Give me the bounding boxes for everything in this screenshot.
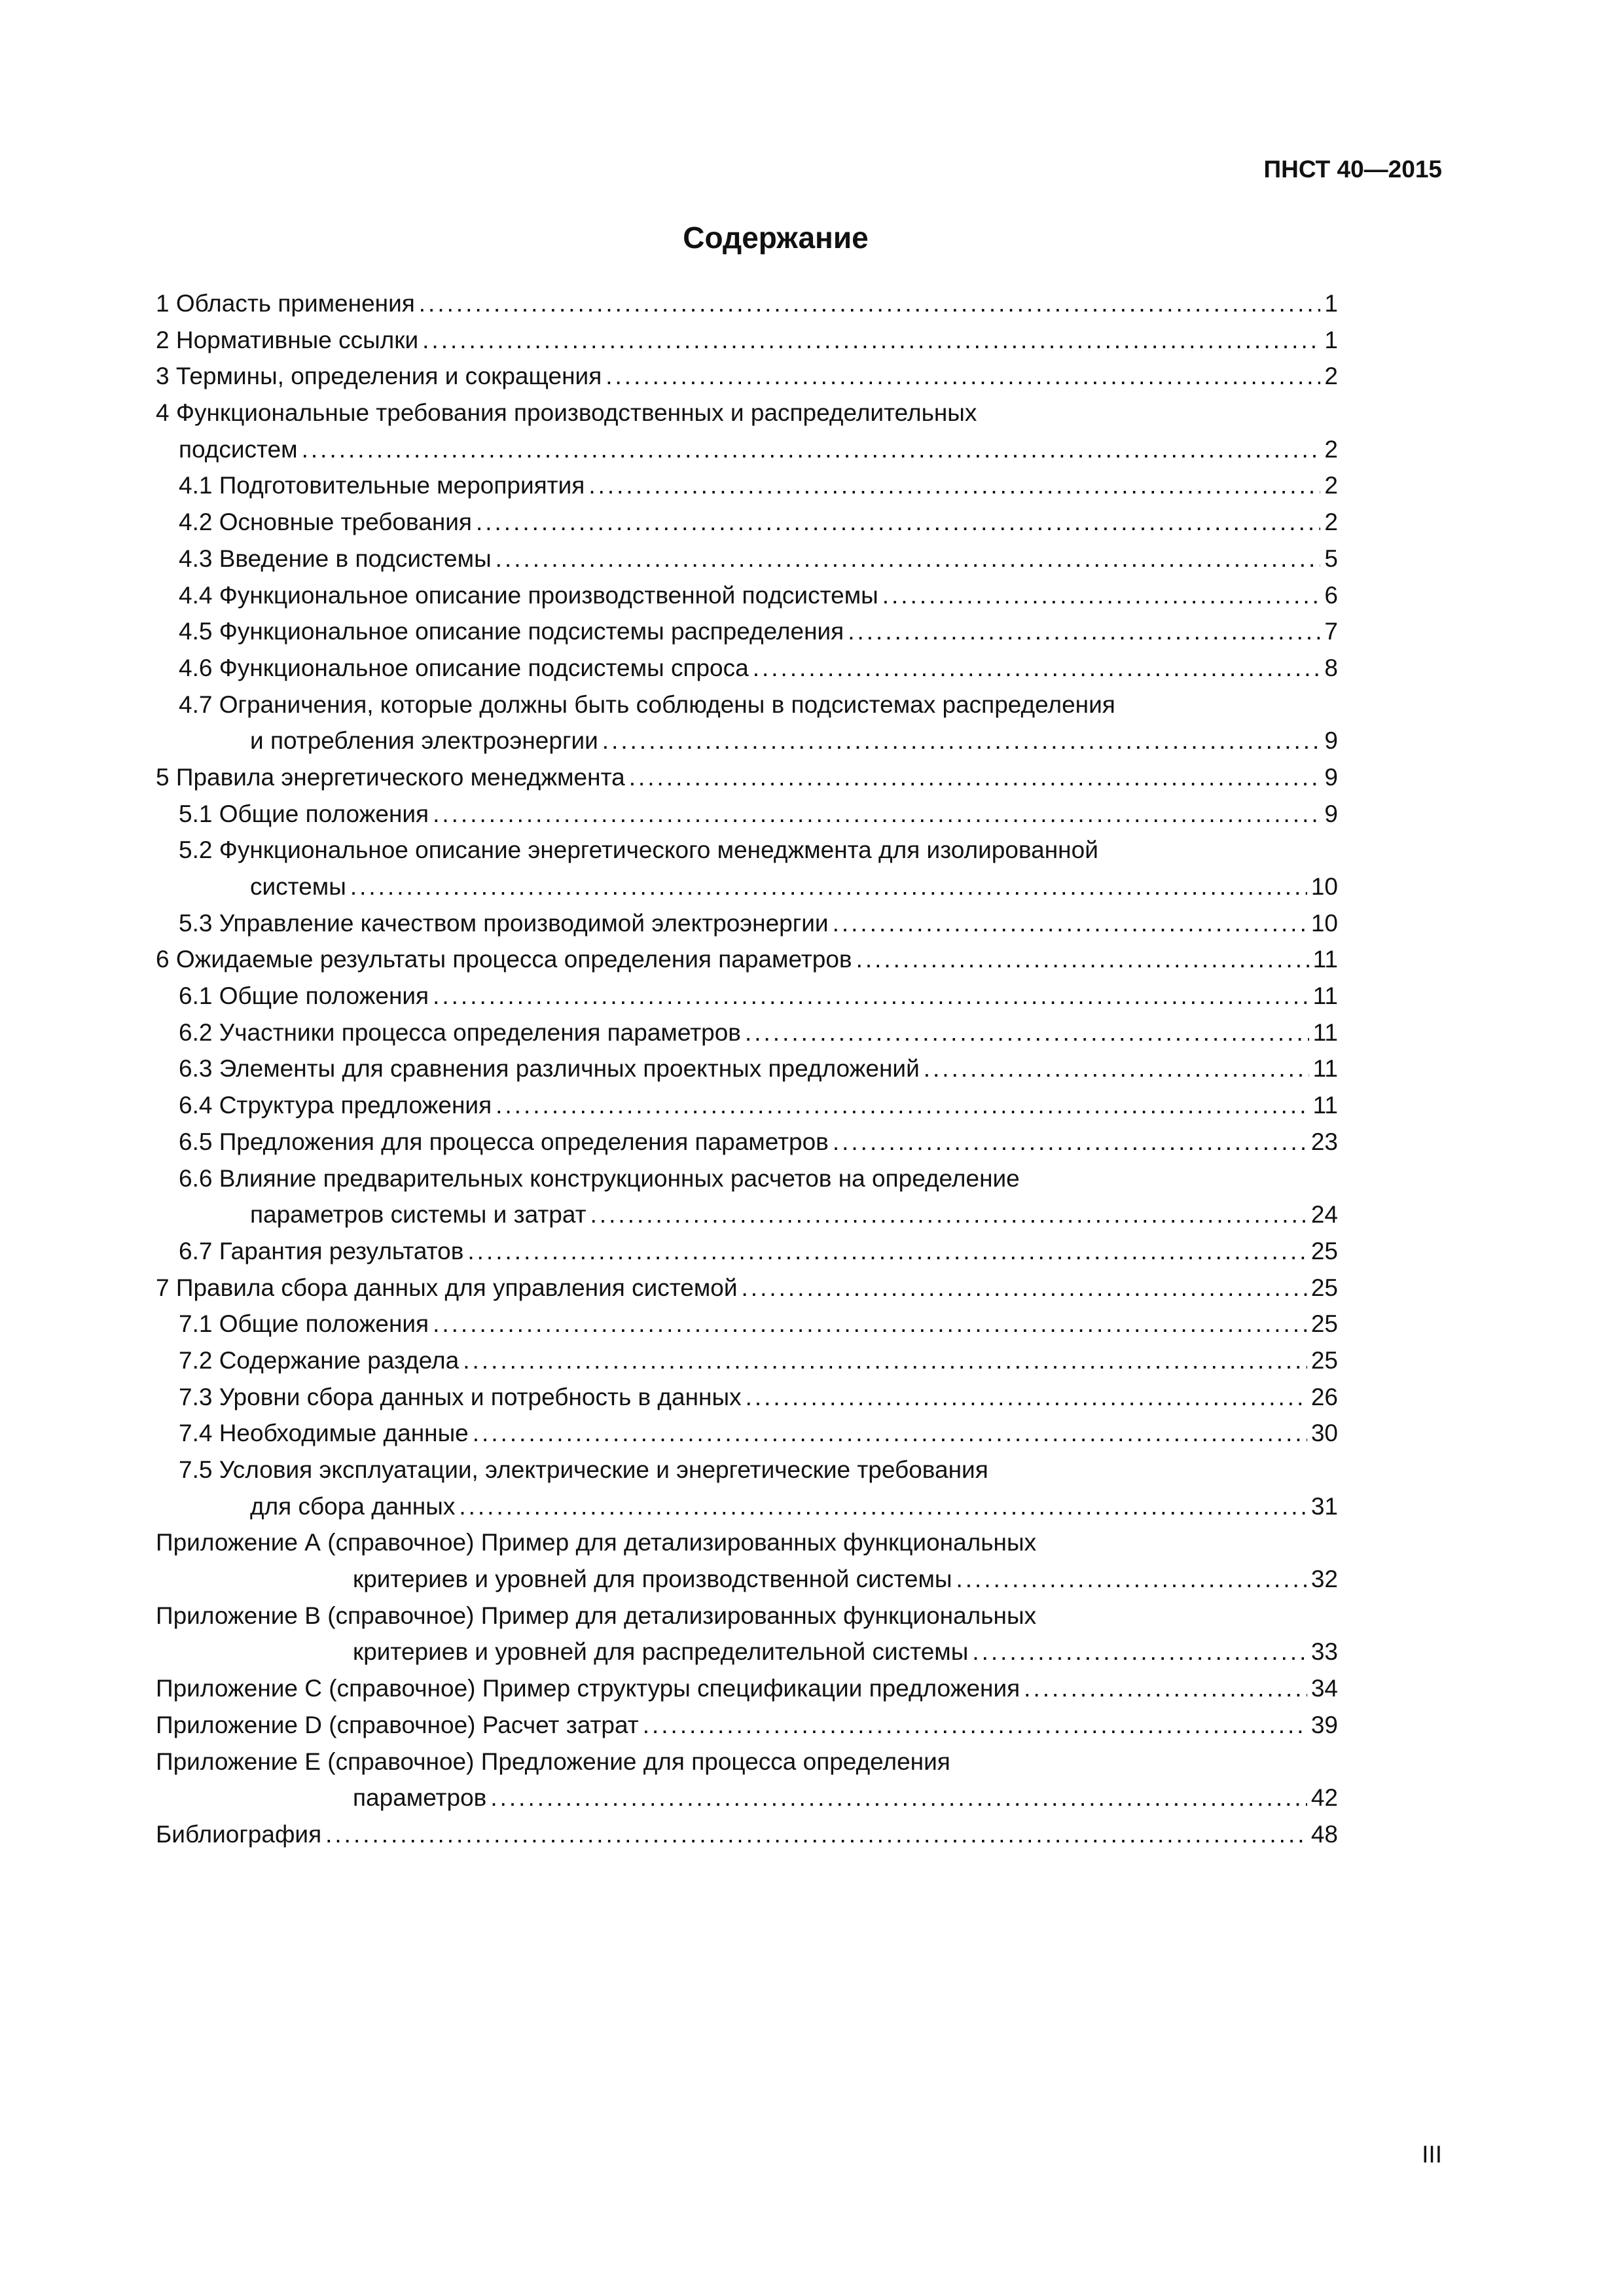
toc-entry[interactable] (156, 1379, 1338, 1416)
toc-entry[interactable] (156, 1707, 1338, 1744)
toc-leader-dots (833, 1124, 1307, 1160)
toc-page-number: 33 (1310, 1638, 1338, 1666)
toc-entry[interactable] (156, 504, 1338, 541)
toc-entry[interactable] (156, 759, 1338, 796)
toc-entry-title: 7.4 Необходимые данные (179, 1420, 469, 1447)
toc-entry-title: критериев и уровней для распределительной системы (353, 1638, 969, 1666)
toc-leader-dots (848, 613, 1320, 650)
toc-entry-title: параметров системы и затрат (250, 1201, 586, 1229)
toc-page-number: 6 (1324, 581, 1338, 609)
toc-entry[interactable] (156, 1233, 1338, 1270)
toc-entry-title: 7 Правила сбора данных для управления системой (156, 1274, 738, 1301)
toc-leader-dots (742, 1270, 1307, 1306)
toc-leader-dots (956, 1561, 1307, 1598)
table-of-contents (156, 285, 1338, 1853)
toc-entry-title: 4.5 Функциональное описание подсистемы распределения (179, 618, 844, 645)
toc-entry[interactable] (156, 395, 1338, 467)
toc-page-number: 5 (1324, 545, 1338, 572)
toc-page-number: 2 (1324, 472, 1338, 499)
toc-entry-title: 6 Ожидаемые результаты процесса определения параметров (156, 946, 852, 973)
toc-leader-dots (463, 1342, 1307, 1379)
toc-entry-title: 7.5 Условия эксплуатации, электрические и энергетические требования (179, 1456, 988, 1483)
toc-leader-dots (602, 723, 1321, 759)
toc-entry-title: 1 Область применения (156, 290, 415, 317)
toc-entry[interactable] (156, 832, 1338, 905)
toc-entry-title: Приложение D (справочное) Расчет затрат (156, 1711, 639, 1738)
toc-leader-dots (856, 941, 1309, 978)
toc-leader-dots (924, 1050, 1309, 1087)
toc-leader-dots (490, 1780, 1307, 1816)
toc-page-number: 2 (1324, 435, 1338, 463)
toc-entry[interactable] (156, 1014, 1338, 1051)
toc-page-number: 7 (1324, 618, 1338, 645)
toc-leader-dots (745, 1014, 1309, 1051)
toc-entry[interactable] (156, 1816, 1338, 1853)
toc-entry[interactable] (156, 285, 1338, 322)
toc-entry-title: 4 Функциональные требования производственных и распределительных (156, 399, 977, 427)
toc-page-number: 32 (1310, 1566, 1338, 1593)
toc-entry-title: 7.2 Содержание раздела (179, 1346, 460, 1374)
toc-page-number: 1 (1324, 290, 1338, 317)
toc-leader-dots (629, 759, 1321, 796)
toc-leader-dots (590, 1196, 1307, 1233)
toc-leader-dots (473, 1415, 1307, 1452)
toc-page-number: 31 (1310, 1492, 1338, 1520)
toc-entry-title: 4.3 Введение в подсистемы (179, 545, 492, 572)
toc-entry[interactable] (156, 358, 1338, 395)
toc-entry[interactable] (156, 577, 1338, 614)
toc-leader-dots (350, 869, 1307, 905)
toc-page-number: 11 (1312, 1055, 1338, 1083)
toc-entry[interactable] (156, 1415, 1338, 1452)
toc-entry[interactable] (156, 1452, 1338, 1524)
toc-page-number: 34 (1310, 1675, 1338, 1702)
toc-entry[interactable] (156, 1744, 1338, 1816)
toc-entry-title: 4.7 Ограничения, которые должны быть соблюдены в подсистемах распределения (179, 691, 1115, 718)
toc-page-number: 9 (1324, 727, 1338, 755)
toc-entry[interactable] (156, 941, 1338, 978)
toc-page-number: 8 (1324, 654, 1338, 681)
toc-leader-dots (419, 285, 1321, 322)
toc-entry-title: 6.2 Участники процесса определения параметров (179, 1018, 741, 1046)
toc-entry-title: 5.2 Функциональное описание энергетического менеджмента для изолированной (179, 836, 1098, 864)
toc-page-number: 26 (1310, 1383, 1338, 1410)
toc-entry[interactable] (156, 1160, 1338, 1233)
toc-page-number: 11 (1312, 1092, 1338, 1119)
toc-entry-title: 5.3 Управление качеством производимой электроэнергии (179, 909, 829, 937)
toc-entry[interactable] (156, 322, 1338, 359)
toc-entry[interactable] (156, 905, 1338, 942)
toc-entry[interactable] (156, 467, 1338, 504)
toc-page-number: 9 (1324, 800, 1338, 827)
toc-entry-title: Приложение Е (справочное) Предложение для процесса определения (156, 1748, 950, 1775)
toc-entry-title: 3 Термины, определения и сокращения (156, 363, 602, 390)
toc-page-number: 2 (1324, 509, 1338, 536)
toc-page-number: 24 (1310, 1201, 1338, 1229)
page-number: III (1422, 2141, 1442, 2168)
toc-page-number: 1 (1324, 326, 1338, 353)
toc-entry[interactable] (156, 796, 1338, 833)
toc-entry-title: 7.3 Уровни сбора данных и потребность в данных (179, 1383, 742, 1410)
toc-page-number: 10 (1310, 909, 1338, 937)
toc-page-number: 11 (1312, 1018, 1338, 1046)
toc-page-number: 39 (1310, 1711, 1338, 1738)
toc-leader-dots (605, 358, 1320, 395)
document-code: ПНСТ 40—2015 (1263, 156, 1442, 183)
toc-entry[interactable] (156, 1124, 1338, 1160)
toc-page-number: 23 (1310, 1128, 1338, 1155)
toc-entry-title: 6.1 Общие положения (179, 982, 429, 1010)
toc-page-number: 10 (1310, 873, 1338, 900)
toc-entry-title: 4.2 Основные требования (179, 509, 472, 536)
toc-leader-dots (753, 650, 1321, 687)
toc-entry-title: Приложение С (справочное) Пример структуры спецификации предложения (156, 1675, 1020, 1702)
toc-entry-title: 5 Правила энергетического менеджмента (156, 763, 625, 791)
toc-entry-title: 6.6 Влияние предварительных конструкционных расчетов на определение (179, 1164, 1020, 1192)
toc-entry[interactable] (156, 650, 1338, 687)
toc-page-number: 48 (1310, 1820, 1338, 1848)
toc-entry-title: и потребления электроэнергии (250, 727, 598, 755)
toc-leader-dots (643, 1707, 1307, 1744)
toc-page-number: 11 (1312, 982, 1338, 1010)
toc-leader-dots (422, 322, 1320, 359)
toc-entry[interactable] (156, 541, 1338, 577)
toc-entry[interactable] (156, 1524, 1338, 1597)
toc-page-number: 30 (1310, 1420, 1338, 1447)
toc-entry-title: 2 Нормативные ссылки (156, 326, 419, 353)
toc-entry[interactable] (156, 978, 1338, 1014)
toc-entry-title: Приложение В (справочное) Пример для детализированных функциональных (156, 1602, 1037, 1629)
toc-entry-title: 6.4 Структура предложения (179, 1092, 492, 1119)
toc-entry-title: системы (250, 873, 346, 900)
toc-page-number: 2 (1324, 363, 1338, 390)
toc-entry-title: 6.3 Элементы для сравнения различных проектных предложений (179, 1055, 920, 1083)
toc-leader-dots (746, 1379, 1307, 1416)
toc-leader-dots (1024, 1670, 1307, 1707)
toc-leader-dots (433, 978, 1308, 1014)
toc-page-number: 11 (1312, 946, 1338, 973)
toc-entry-title: 6.5 Предложения для процесса определения параметров (179, 1128, 829, 1155)
toc-leader-dots (496, 541, 1321, 577)
toc-entry-title: 6.7 Гарантия результатов (179, 1237, 464, 1265)
toc-leader-dots (433, 1306, 1307, 1342)
toc-leader-dots (433, 796, 1320, 833)
toc-entry[interactable] (156, 1270, 1338, 1306)
toc-entry-title: 5.1 Общие положения (179, 800, 429, 827)
toc-leader-dots (588, 467, 1320, 504)
toc-entry-title: 7.1 Общие положения (179, 1310, 429, 1338)
page-title: Содержание (683, 221, 869, 255)
toc-entry[interactable] (156, 1598, 1338, 1670)
toc-leader-dots (882, 577, 1321, 614)
toc-entry-title: 4.4 Функциональное описание производственной подсистемы (179, 581, 878, 609)
toc-entry[interactable] (156, 1342, 1338, 1379)
toc-leader-dots (459, 1488, 1307, 1525)
toc-leader-dots (467, 1233, 1307, 1270)
toc-leader-dots (476, 504, 1320, 541)
toc-leader-dots (325, 1816, 1307, 1853)
toc-leader-dots (833, 905, 1307, 942)
toc-entry-title: критериев и уровней для производственной системы (353, 1566, 952, 1593)
toc-entry[interactable] (156, 1087, 1338, 1124)
toc-entry-title: параметров (353, 1784, 487, 1812)
toc-entry[interactable] (156, 1306, 1338, 1342)
toc-entry[interactable] (156, 687, 1338, 759)
toc-page-number: 25 (1310, 1274, 1338, 1301)
toc-entry-title: для сбора данных (250, 1492, 456, 1520)
toc-page-number: 25 (1310, 1237, 1338, 1265)
toc-leader-dots (496, 1087, 1308, 1124)
toc-entry[interactable] (156, 1670, 1338, 1707)
toc-page-number: 9 (1324, 763, 1338, 791)
toc-page-number: 25 (1310, 1346, 1338, 1374)
toc-leader-dots (972, 1634, 1307, 1670)
toc-page-number: 25 (1310, 1310, 1338, 1338)
toc-entry-title: Библиография (156, 1820, 322, 1848)
toc-page-number: 42 (1310, 1784, 1338, 1812)
toc-entry-title: 4.1 Подготовительные мероприятия (179, 472, 585, 499)
toc-entry-title: 4.6 Функциональное описание подсистемы спроса (179, 654, 749, 681)
toc-entry-title: подсистем (179, 435, 298, 463)
toc-entry-title: Приложение А (справочное) Пример для детализированных функциональных (156, 1529, 1037, 1556)
toc-leader-dots (302, 431, 1321, 468)
toc-entry[interactable] (156, 1050, 1338, 1087)
toc-entry[interactable] (156, 613, 1338, 650)
